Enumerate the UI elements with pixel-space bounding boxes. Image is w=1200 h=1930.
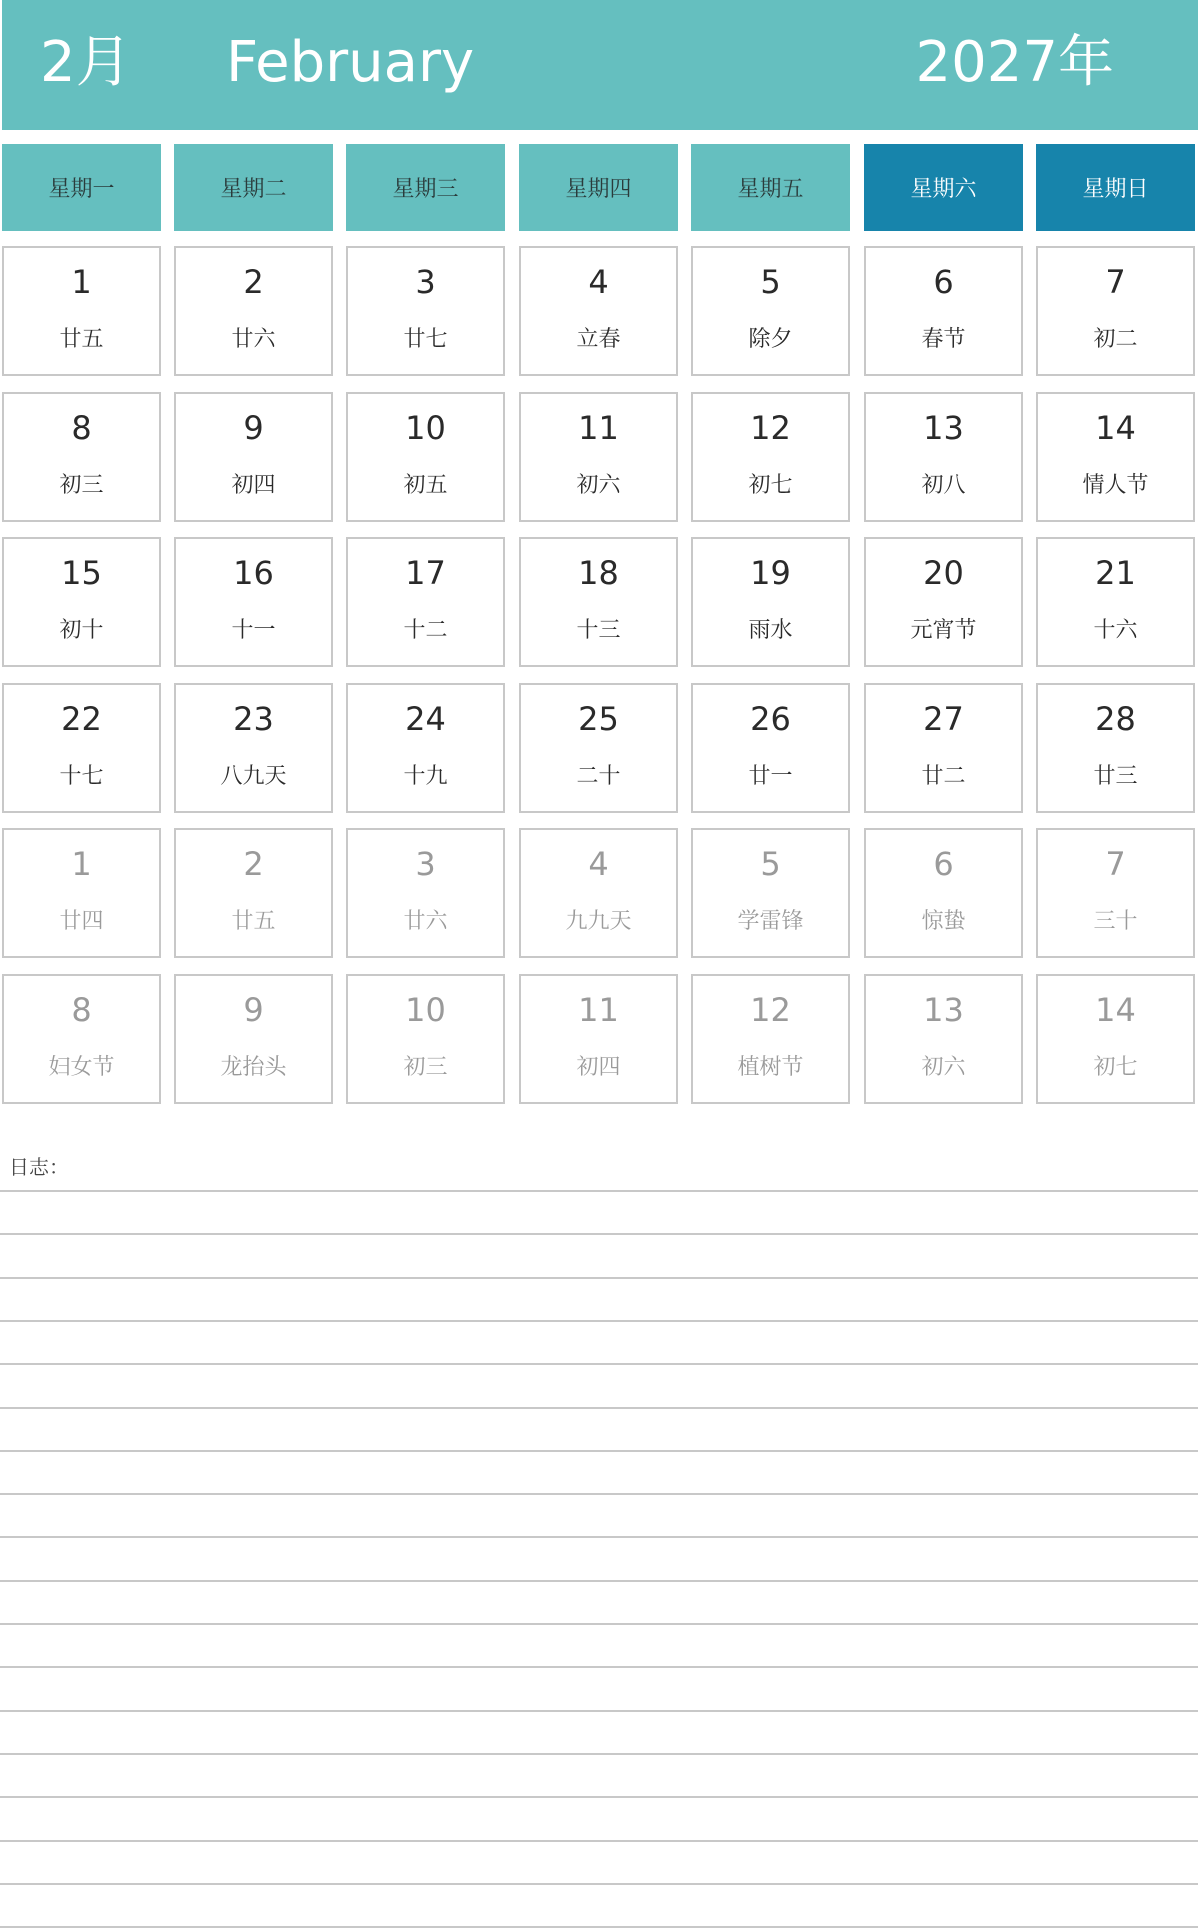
lunar-date: 龙抬头 <box>220 1055 287 1080</box>
note-line <box>0 1926 1198 1928</box>
day-number: 12 <box>750 991 791 1029</box>
day-cell[interactable] <box>174 683 333 813</box>
note-line <box>0 1710 1198 1712</box>
day-number: 7 <box>1105 845 1126 883</box>
weekday-header: 星期一 <box>2 144 161 231</box>
day-cell[interactable] <box>174 246 333 376</box>
note-line <box>0 1363 1198 1365</box>
day-cell[interactable] <box>691 392 850 522</box>
day-cell[interactable] <box>691 246 850 376</box>
lunar-date: 十三 <box>576 618 621 643</box>
day-cell[interactable] <box>174 974 333 1104</box>
day-cell[interactable] <box>519 392 678 522</box>
day-number: 3 <box>415 845 436 883</box>
month-chinese: 2月 <box>40 30 132 95</box>
note-line <box>0 1536 1198 1538</box>
day-cell[interactable] <box>2 683 161 813</box>
day-number: 2 <box>243 845 264 883</box>
day-number: 15 <box>61 554 102 592</box>
day-cell[interactable] <box>346 537 505 667</box>
day-cell[interactable] <box>346 828 505 958</box>
day-number: 12 <box>750 409 791 447</box>
lunar-date: 廿六 <box>231 327 276 352</box>
lunar-date: 廿一 <box>748 764 793 789</box>
day-cell[interactable] <box>346 974 505 1104</box>
year-label: 2027年 <box>915 30 1114 95</box>
day-cell[interactable] <box>174 828 333 958</box>
day-cell[interactable] <box>519 537 678 667</box>
lunar-date: 廿七 <box>403 327 448 352</box>
day-cell[interactable] <box>174 537 333 667</box>
lunar-date: 除夕 <box>748 327 793 352</box>
lunar-date: 元宵节 <box>910 618 977 643</box>
weekday-header: 星期五 <box>691 144 850 231</box>
day-number: 27 <box>923 700 964 738</box>
note-line <box>0 1580 1198 1582</box>
day-number: 16 <box>233 554 274 592</box>
day-number: 20 <box>923 554 964 592</box>
day-cell[interactable] <box>864 974 1023 1104</box>
lunar-date: 八九天 <box>220 764 287 789</box>
day-cell[interactable] <box>2 974 161 1104</box>
lunar-date: 初三 <box>59 473 104 498</box>
day-number: 28 <box>1095 700 1136 738</box>
day-cell[interactable] <box>1036 246 1195 376</box>
lunar-date: 廿六 <box>403 909 448 934</box>
day-number: 1 <box>71 263 92 301</box>
day-number: 11 <box>578 409 619 447</box>
note-line <box>0 1623 1198 1625</box>
note-line <box>0 1233 1198 1235</box>
day-cell[interactable] <box>519 828 678 958</box>
note-line <box>0 1753 1198 1755</box>
weekday-header: 星期三 <box>346 144 505 231</box>
day-number: 19 <box>750 554 791 592</box>
weekday-header: 星期二 <box>174 144 333 231</box>
day-number: 22 <box>61 700 102 738</box>
day-number: 13 <box>923 991 964 1029</box>
note-line <box>0 1320 1198 1322</box>
day-cell[interactable] <box>346 683 505 813</box>
day-cell[interactable] <box>174 392 333 522</box>
day-cell[interactable] <box>519 246 678 376</box>
day-number: 8 <box>71 991 92 1029</box>
lunar-date: 初六 <box>921 1055 966 1080</box>
day-number: 24 <box>405 700 446 738</box>
day-cell[interactable] <box>519 974 678 1104</box>
note-line <box>0 1796 1198 1798</box>
day-cell[interactable] <box>1036 392 1195 522</box>
note-line <box>0 1277 1198 1279</box>
lunar-date: 廿四 <box>59 909 104 934</box>
day-number: 13 <box>923 409 964 447</box>
day-cell[interactable] <box>691 828 850 958</box>
notes-label: 日志： <box>9 1155 69 1179</box>
lunar-date: 初四 <box>576 1055 621 1080</box>
note-line <box>0 1407 1198 1409</box>
day-cell[interactable] <box>864 683 1023 813</box>
lunar-date: 初二 <box>1093 327 1138 352</box>
calendar-header <box>2 0 1198 130</box>
note-line <box>0 1190 1198 1192</box>
lunar-date: 初七 <box>748 473 793 498</box>
day-number: 7 <box>1105 263 1126 301</box>
lunar-date: 植树节 <box>737 1055 804 1080</box>
day-number: 6 <box>933 845 954 883</box>
day-number: 8 <box>71 409 92 447</box>
weekday-header: 星期日 <box>1036 144 1195 231</box>
lunar-date: 初三 <box>403 1055 448 1080</box>
day-cell[interactable] <box>2 392 161 522</box>
day-number: 21 <box>1095 554 1136 592</box>
lunar-date: 妇女节 <box>48 1055 115 1080</box>
lunar-date: 十二 <box>403 618 448 643</box>
day-cell[interactable] <box>2 246 161 376</box>
lunar-date: 廿三 <box>1093 764 1138 789</box>
lunar-date: 惊蛰 <box>921 909 966 934</box>
lunar-date: 十九 <box>403 764 448 789</box>
day-number: 11 <box>578 991 619 1029</box>
day-cell[interactable] <box>1036 828 1195 958</box>
month-english: February <box>226 30 475 95</box>
day-cell[interactable] <box>346 392 505 522</box>
lunar-date: 十一 <box>231 618 276 643</box>
weekday-header-row <box>0 144 1200 231</box>
lunar-date: 立春 <box>576 327 621 352</box>
lunar-date: 情人节 <box>1082 473 1149 498</box>
day-cell[interactable] <box>864 828 1023 958</box>
day-cell[interactable] <box>346 246 505 376</box>
day-number: 6 <box>933 263 954 301</box>
lunar-date: 初六 <box>576 473 621 498</box>
note-line <box>0 1840 1198 1842</box>
weekday-header: 星期六 <box>864 144 1023 231</box>
day-cell[interactable] <box>1036 683 1195 813</box>
day-number: 1 <box>71 845 92 883</box>
lunar-date: 二十 <box>576 764 621 789</box>
lunar-date: 十六 <box>1093 618 1138 643</box>
lunar-date: 初五 <box>403 473 448 498</box>
lunar-date: 初八 <box>921 473 966 498</box>
day-number: 25 <box>578 700 619 738</box>
lunar-date: 十七 <box>59 764 104 789</box>
day-cell[interactable] <box>864 392 1023 522</box>
lunar-date: 廿五 <box>59 327 104 352</box>
note-line <box>0 1493 1198 1495</box>
day-number: 17 <box>405 554 446 592</box>
day-number: 2 <box>243 263 264 301</box>
lunar-date: 春节 <box>921 327 966 352</box>
day-cell[interactable] <box>2 828 161 958</box>
day-number: 5 <box>760 845 781 883</box>
weekday-header: 星期四 <box>519 144 678 231</box>
lunar-date: 廿二 <box>921 764 966 789</box>
day-number: 23 <box>233 700 274 738</box>
lunar-date: 九九天 <box>565 909 632 934</box>
day-cell[interactable] <box>864 537 1023 667</box>
day-cell[interactable] <box>1036 537 1195 667</box>
day-cell[interactable] <box>864 246 1023 376</box>
day-number: 10 <box>405 991 446 1029</box>
day-cell[interactable] <box>519 683 678 813</box>
day-number: 14 <box>1095 409 1136 447</box>
lunar-date: 三十 <box>1093 909 1138 934</box>
lunar-date: 初十 <box>59 618 104 643</box>
day-cell[interactable] <box>2 537 161 667</box>
day-number: 5 <box>760 263 781 301</box>
day-number: 14 <box>1095 991 1136 1029</box>
lunar-date: 学雷锋 <box>737 909 804 934</box>
lunar-date: 初七 <box>1093 1055 1138 1080</box>
note-line <box>0 1666 1198 1668</box>
day-cell[interactable] <box>691 537 850 667</box>
lunar-date: 雨水 <box>748 618 793 643</box>
day-number: 26 <box>750 700 791 738</box>
day-cell[interactable] <box>691 683 850 813</box>
day-cell[interactable] <box>1036 974 1195 1104</box>
day-number: 9 <box>243 409 264 447</box>
lunar-date: 廿五 <box>231 909 276 934</box>
day-number: 4 <box>588 845 609 883</box>
day-number: 3 <box>415 263 436 301</box>
lunar-date: 初四 <box>231 473 276 498</box>
note-line <box>0 1883 1198 1885</box>
day-number: 18 <box>578 554 619 592</box>
day-number: 9 <box>243 991 264 1029</box>
day-cell[interactable] <box>691 974 850 1104</box>
day-number: 10 <box>405 409 446 447</box>
day-number: 4 <box>588 263 609 301</box>
note-line <box>0 1450 1198 1452</box>
